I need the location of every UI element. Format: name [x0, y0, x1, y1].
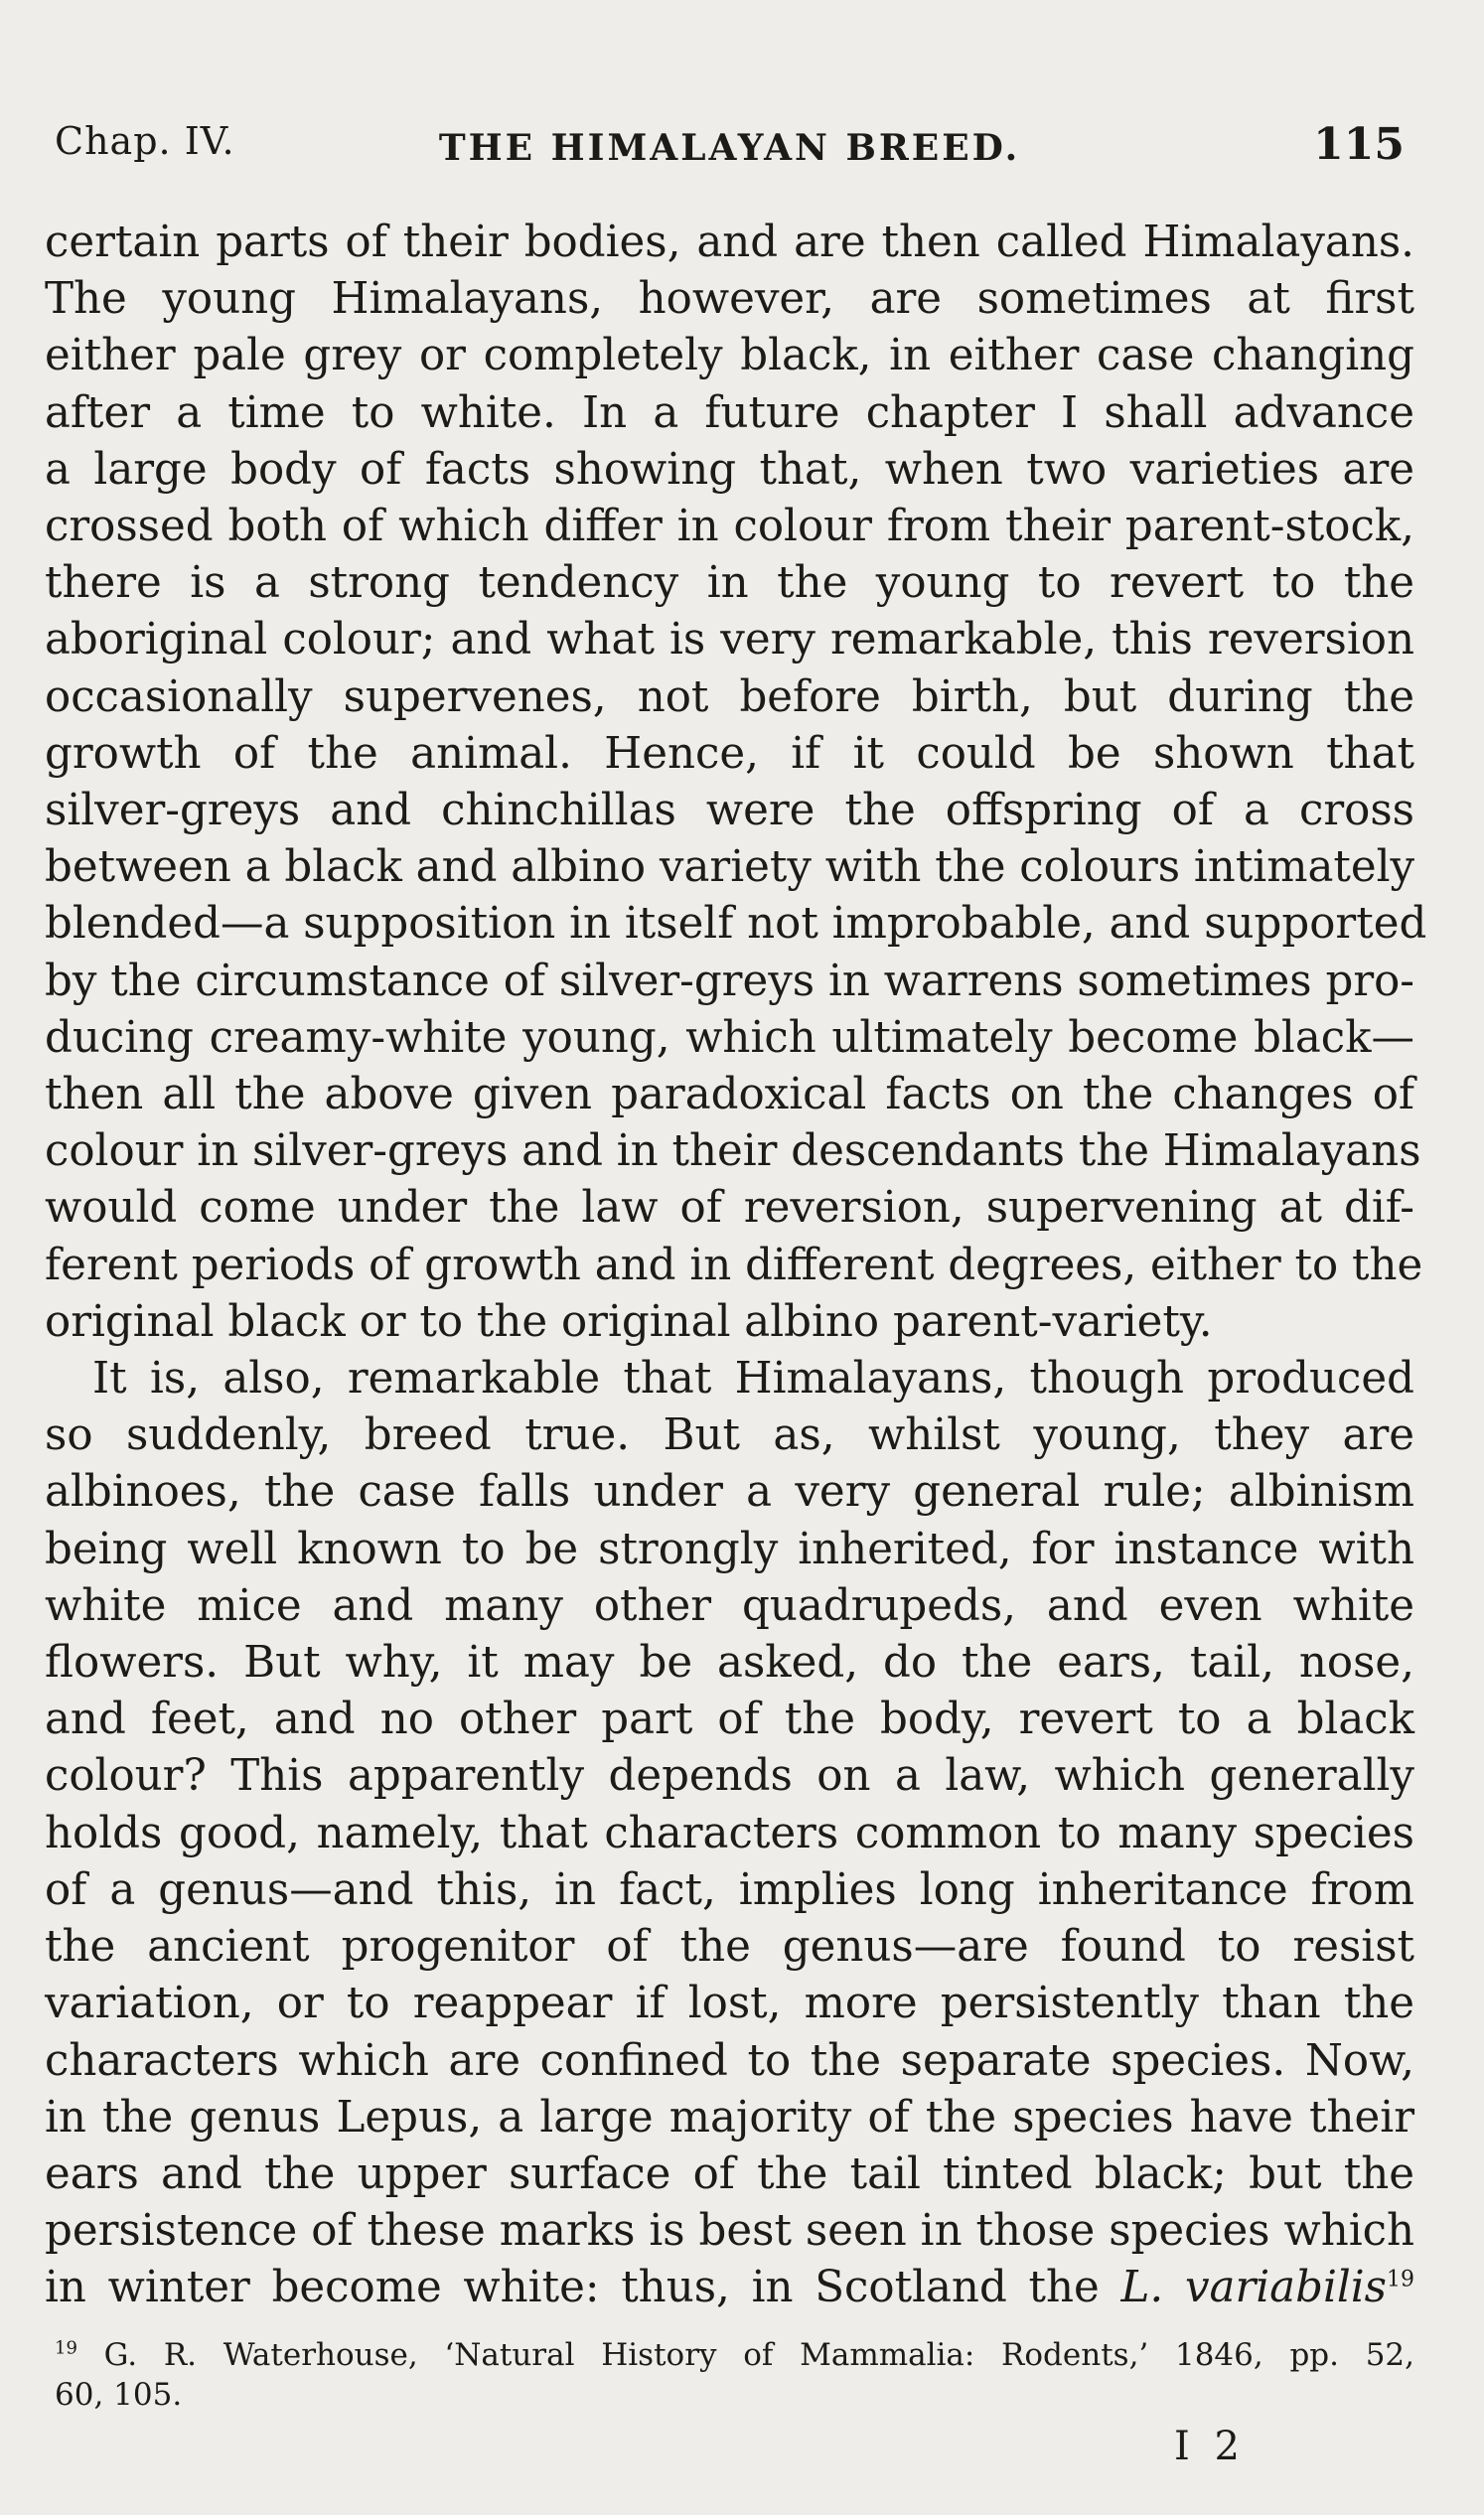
- text-line: would come under the law of reversion, supervening at dif-: [45, 1183, 1414, 1234]
- text-line: It is, also, remarkable that Himalayans, though produced: [92, 1354, 1414, 1405]
- footnote-reference: 19: [1387, 2267, 1414, 2293]
- text-line: characters which are confined to the separate species. Now,: [45, 2035, 1414, 2086]
- text-line: variation, or to reappear if lost, more persistently than the: [45, 1979, 1414, 2029]
- text-line: growth of the animal. Hence, if it could be shown that: [45, 728, 1414, 779]
- text-line: The young Himalayans, however, are sometimes at first: [45, 274, 1414, 325]
- text-line: a large body of facts showing that, when two varieties are: [45, 444, 1414, 495]
- species-name: L. variabilis: [1120, 2263, 1387, 2313]
- text-line: between a black and albino variety with the colours intimately: [45, 842, 1415, 893]
- chapter-label: Chap. IV.: [55, 119, 235, 163]
- text-line: blended—a supposition in itself not improbable, and supported: [45, 899, 1427, 950]
- text-line: the ancient progenitor of the genus—are found to resist: [45, 1922, 1414, 1973]
- text-line: there is a strong tendency in the young to revert to the: [45, 558, 1414, 609]
- text-line: after a time to white. In a future chapter I shall advance: [45, 387, 1414, 438]
- text-line: colour in silver-greys and in their descendants the Himalayans: [45, 1126, 1421, 1177]
- text-line: by the circumstance of silver-greys in warrens sometimes pro-: [45, 956, 1414, 1006]
- footnote-line-2: 60, 105.: [55, 2376, 183, 2413]
- text-line: either pale grey or completely black, in either case changing: [45, 331, 1414, 381]
- footnote-text: G. R. Waterhouse, ‘Natural History of Mammalia: Rodents,’ 1846, pp. 52,: [103, 2336, 1414, 2373]
- text-line-last: [45, 2260, 1414, 2316]
- text-line: then all the above given paradoxical facts on the changes of: [45, 1070, 1414, 1120]
- text-line: holds good, namely, that characters common to many species: [45, 1808, 1414, 1858]
- text-line: white mice and many other quadrupeds, and even white: [45, 1580, 1414, 1631]
- text-line: and feet, and no other part of the body, revert to a black: [45, 1695, 1414, 1745]
- text-line: colour? This apparently depends on a law, which generally: [45, 1751, 1414, 1802]
- text-line: being well known to be strongly inherited, for instance with: [45, 1524, 1414, 1574]
- text-line: aboriginal colour; and what is very remarkable, this reversion: [45, 615, 1414, 666]
- text-line: in the genus Lepus, a large majority of the species have their: [45, 2092, 1414, 2143]
- running-title: THE HIMALAYAN BREED.: [438, 127, 1021, 169]
- footnote-number: 19: [55, 2337, 77, 2359]
- footnote: [45, 2335, 1414, 2415]
- footnote-line: [55, 2335, 1414, 2375]
- text-line: ferent periods of growth and in different degrees, either to the: [45, 1240, 1423, 1290]
- last-line-text: in winter become white: thus, in Scotland the: [45, 2263, 1100, 2313]
- text-line: flowers. But why, it may be asked, do the ears, tail, nose,: [45, 1638, 1414, 1689]
- text-line: of a genus—and this, in fact, implies long inheritance from: [45, 1864, 1414, 1915]
- text-line: occasionally supervenes, not before birth, but during the: [45, 671, 1414, 722]
- text-line: original black or to the original albino parent-variety.: [45, 1296, 1213, 1347]
- text-line: ears and the upper surface of the tail tinted black; but the: [45, 2148, 1414, 2199]
- text-line: certain parts of their bodies, and are then called Himalayans.: [45, 218, 1414, 267]
- page-number: 115: [1313, 119, 1405, 170]
- text-line: crossed both of which differ in colour from their parent-stock,: [45, 502, 1414, 552]
- body-text: [45, 215, 1427, 2317]
- running-header: [45, 99, 1414, 195]
- signature-mark: I 2: [1174, 2424, 1246, 2469]
- text-line: persistence of these marks is best seen in those species which: [45, 2206, 1414, 2257]
- text-line: so suddenly, breed true. But as, whilst young, they are: [45, 1410, 1414, 1461]
- text-line: ducing creamy-white young, which ultimately become black—: [45, 1012, 1414, 1063]
- text-line: silver-greys and chinchillas were the offspring of a cross: [45, 786, 1414, 836]
- text-line: albinoes, the case falls under a very general rule; albinism: [45, 1467, 1414, 1518]
